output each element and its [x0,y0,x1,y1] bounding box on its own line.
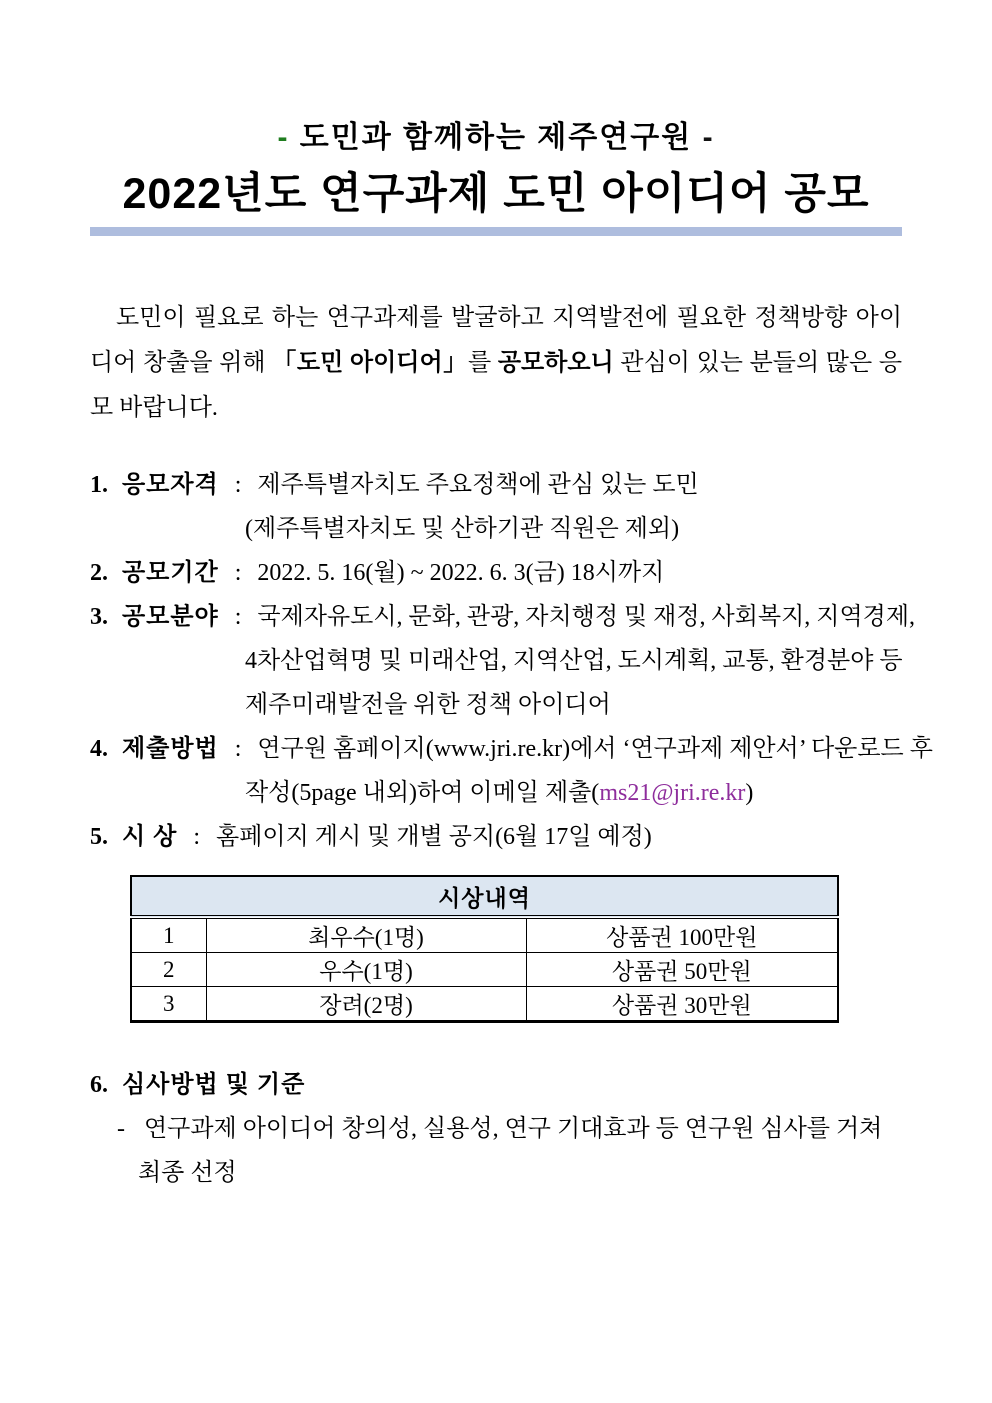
title-underline-bar [90,227,902,236]
intro-bold-keyword: 「도민 아이디어」 [272,350,468,376]
bullet-dash: - [117,1116,125,1142]
item-number: 6. [90,1072,108,1098]
item-label: 공모기간 [122,560,219,586]
item-colon: : [234,560,242,586]
subtitle-right-dash: - [702,121,715,154]
rank-cell: 2 [131,953,206,987]
review-method-heading [90,1063,902,1107]
item-eligibility [90,463,902,507]
award-table-header-row [131,876,838,917]
item-number: 4. [90,736,108,762]
document-subtitle [90,118,902,158]
item-submission-line2 [90,771,902,815]
item-submission [90,727,933,771]
award-table-title: 시상내역 [131,876,838,917]
item-colon: : [193,824,201,850]
page-title: 2022년도 연구과제 도민 아이디어 공모 [122,170,870,218]
review-method-detail [90,1107,902,1151]
item-fields-line2: 4차산업혁명 및 미래산업, 지역산업, 도시계획, 교통, 환경분야 등 [245,648,903,674]
intro-paragraph [90,296,902,431]
item-label: 심사방법 및 기준 [122,1072,306,1098]
item-number: 1. [90,472,108,498]
item-award [90,815,902,859]
intro-bold-announce: 공모하오니 [497,350,614,376]
prize-cell: 상품권 50만원 [526,953,838,987]
item-text: 홈페이지 게시 및 개별 공지(6월 17일 예정) [216,824,652,850]
item-fields-line3: 제주미래발전을 위한 정책 아이디어 [245,692,611,718]
intro-text-1: 도민이 필요로 하는 연구과제를 발굴하고 지역발전에 필요한 정책방향 아이디어 창출을 위해 [90,305,902,376]
item-period [90,551,902,595]
subtitle-left-dash: - [277,121,290,154]
item-text: 국제자유도시, 문화, 관광, 자치행정 및 재정, 사회복지, 지역경제, [257,604,916,630]
item-label: 시 상 [122,824,178,850]
table-row [131,987,838,1022]
grade-cell: 우수(1명) [206,953,526,987]
prize-cell: 상품권 100만원 [526,917,838,953]
submission-text-pre: 작성(5page 내외)하여 이메일 제출( [245,780,600,806]
item-label: 제출방법 [122,736,219,762]
item-text: 제주특별자치도 주요정책에 관심 있는 도민 [257,472,699,498]
grade-cell: 장려(2명) [206,987,526,1022]
rank-cell: 3 [131,987,206,1022]
item-number: 3. [90,604,108,630]
item-label: 공모분야 [122,604,219,630]
numbered-items [90,463,933,859]
item-colon: : [234,604,242,630]
table-row [131,953,838,987]
item-colon: : [234,472,242,498]
intro-text-2: 를 [467,350,498,376]
prize-cell: 상품권 30만원 [526,987,838,1022]
item-colon: : [234,736,242,762]
award-table [130,875,839,1023]
item-number: 2. [90,560,108,586]
grade-cell: 최우수(1명) [206,917,526,953]
item-number: 5. [90,824,108,850]
review-detail-text: 연구과제 아이디어 창의성, 실용성, 연구 기대효과 등 연구원 심사를 거쳐 [144,1116,883,1142]
item-eligibility-note: (제주특별자치도 및 산하기관 직원은 제외) [245,516,680,542]
rank-cell: 1 [131,917,206,953]
submission-text-post: ) [745,780,754,806]
subtitle-text: 도민과 함께하는 제주연구원 [299,121,693,154]
intro-text-3: 관심이 있는 분들의 많은 응모 바랍니다. [90,350,903,421]
item-text: 2022. 5. 16(월) ~ 2022. 6. 3(금) 18시까지 [257,560,665,586]
item-label: 응모자격 [122,472,219,498]
submission-email-link[interactable]: ms21@jri.re.kr [599,780,746,806]
item-text: 연구원 홈페이지(www.jri.re.kr)에서 ‘연구과제 제안서’ 다운로드 후 [257,736,933,762]
item-fields [90,595,916,639]
item-review-method [90,1063,902,1195]
review-method-detail-line2: 최종 선정 [138,1160,237,1186]
table-row [131,917,838,953]
